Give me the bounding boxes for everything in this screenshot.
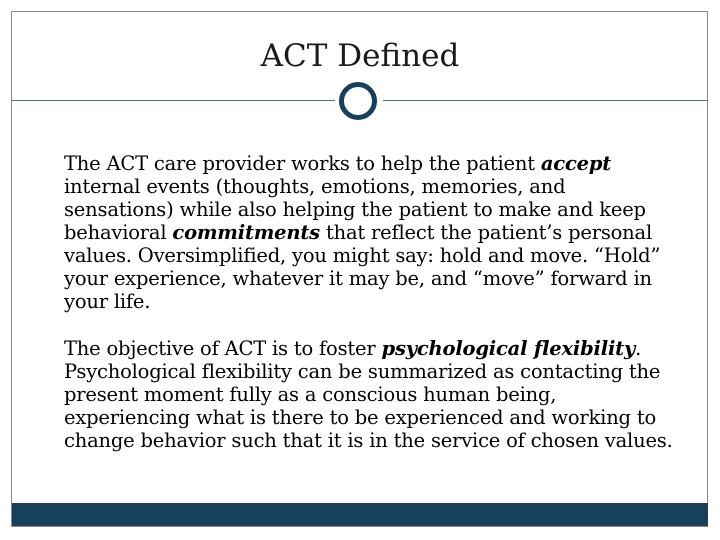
paragraph-text: . Psychological flexibility can be summarized as contacting the present moment fully as a conscious human being, experiencing what is there to be experienced and working to change behavior such that it is in the service of chosen values.	[64, 337, 673, 452]
paragraph-text: The objective of ACT is to foster	[64, 337, 382, 360]
footer-bar	[12, 503, 708, 526]
title-divider-right	[383, 100, 708, 101]
paragraph-act-objective	[64, 337, 676, 452]
emphasis-accept: accept	[540, 152, 612, 175]
emphasis-psychological-flexibility: psychological flexibility	[381, 337, 636, 360]
paragraph-act-provider	[64, 152, 676, 313]
slide-title: ACT Defined	[260, 38, 460, 74]
divider-circle-ornament	[339, 82, 377, 120]
title-divider-left	[12, 100, 335, 101]
paragraph-text: that reflect the patient’s personal values. Oversimplified, you might say: hold and move. “Hold” your experience, whatever it may be, and “move” forward in your life.	[64, 221, 661, 313]
paragraph-text: internal events (thoughts, emotions, memories, and sensations) while also helping the patient to make and keep behavioral	[64, 175, 646, 244]
emphasis-commitments: commitments	[172, 221, 320, 244]
slide-body	[64, 152, 676, 452]
paragraph-text: The ACT care provider works to help the patient	[64, 152, 541, 175]
